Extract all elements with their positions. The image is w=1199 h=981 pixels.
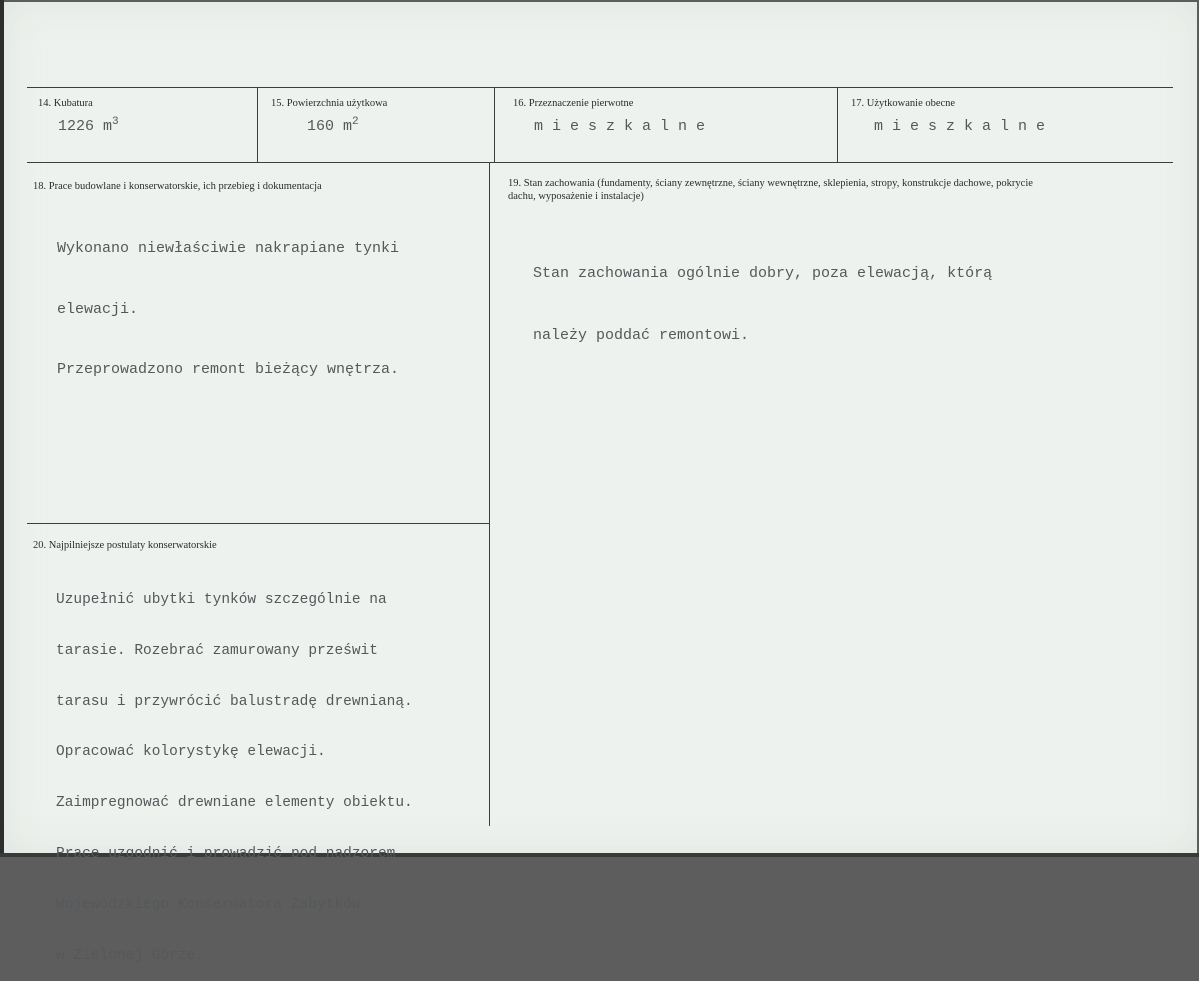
postulaty-line: Opracować kolorystykę elewacji.: [56, 744, 326, 761]
divider-main: [489, 163, 490, 826]
postulaty-label: 20. Najpilniejsze postulaty konserwatorskie: [33, 540, 217, 551]
section-20-top-rule: [27, 523, 489, 524]
uzytkowanie-value: mieszkalne: [874, 118, 1055, 135]
postulaty-line: Wojewódzkiego Konserwatora Zabytków: [56, 896, 361, 913]
top-rule: [27, 87, 1173, 88]
postulaty-line: w Zielonej Górze.: [56, 947, 204, 964]
uzytkowanie-label: 17. Użytkowanie obecne: [851, 98, 956, 109]
przeznaczenie-value: mieszkalne: [534, 118, 715, 135]
postulaty-text: [56, 558, 413, 981]
postulaty-line: Prace uzgodnić i prowadzić pod nadzorem: [56, 845, 396, 862]
prace-line: elewacji.: [57, 300, 139, 318]
kubatura-label: 14. Kubatura: [38, 98, 93, 109]
powierzchnia-label: 15. Powierzchnia użytkowa: [271, 98, 388, 109]
divider-15-16: [494, 88, 495, 162]
postulaty-line: tarasie. Rozebrać zamurowany prześwit: [56, 642, 378, 659]
prace-line: Przeprowadzono remont bieżący wnętrza.: [57, 361, 400, 378]
przeznaczenie-label: 16. Przeznaczenie pierwotne: [513, 98, 634, 109]
prace-label: 18. Prace budowlane i konserwatorskie, ich przebieg i dokumentacja: [33, 181, 322, 192]
prace-text: [57, 202, 399, 401]
postulaty-line: tarasu i przywrócić balustradę drewnianą.: [56, 693, 413, 710]
postulaty-line: Uzupełnić ubytki tynków szczególnie na: [56, 592, 387, 608]
divider-16-17: [837, 88, 838, 162]
powierzchnia-unit-exponent: 2: [352, 116, 359, 128]
stan-label: 19. Stan zachowania (fundamenty, ściany zewnętrzne, ściany wewnętrzne, sklepienia, stropy, konstrukcje dachowe, pokrycie dachu, wyposażenie i instalacje): [508, 178, 1033, 202]
powierzchnia-value: [307, 116, 359, 135]
prace-line: Wykonano niewłaściwie nakrapiane tynki: [57, 240, 400, 257]
stan-line: Stan zachowania ogólnie dobry, poza elewacją, którą: [533, 265, 993, 282]
stan-line: należy poddać remontowi.: [533, 327, 750, 344]
powierzchnia-number: 160 m: [307, 118, 353, 135]
kubatura-unit-exponent: 3: [112, 116, 119, 128]
row1-bottom-rule: [27, 162, 1173, 163]
kubatura-number: 1226 m: [58, 118, 113, 135]
divider-14-15: [257, 88, 258, 162]
stan-text: [533, 226, 992, 367]
kubatura-value: [58, 116, 119, 135]
postulaty-line: Zaimpregnować drewniane elementy obiektu.: [56, 795, 413, 812]
